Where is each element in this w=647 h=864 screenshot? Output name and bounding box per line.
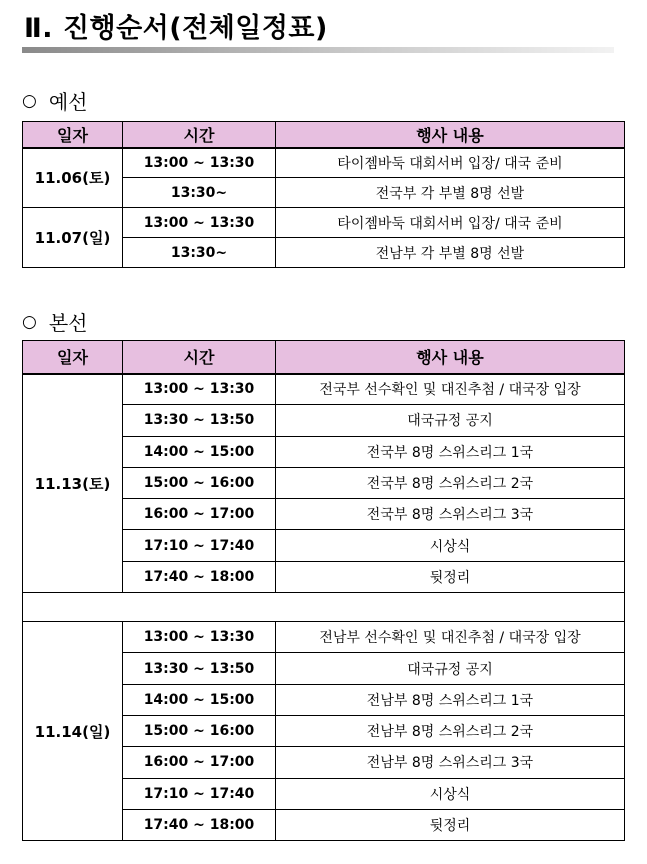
event-cell: 전국부 선수확인 및 대진추첨 / 대국장 입장	[276, 374, 625, 405]
table-header-row	[23, 122, 625, 148]
time-cell: 16:00 ~ 17:00	[123, 747, 276, 778]
date-cell: 11.14(일)	[23, 622, 123, 841]
time-cell: 13:30 ~ 13:50	[123, 653, 276, 684]
title-underline	[22, 47, 614, 53]
time-cell: 13:30~	[123, 178, 276, 208]
time-cell: 17:40 ~ 18:00	[123, 561, 276, 592]
header-date: 일자	[23, 122, 123, 148]
time-cell: 16:00 ~ 17:00	[123, 499, 276, 530]
date-cell: 11.13(토)	[23, 374, 123, 593]
time-cell: 17:10 ~ 17:40	[123, 530, 276, 561]
table-row	[23, 622, 625, 653]
circle-bullet-icon: ○	[22, 90, 37, 111]
header-date: 일자	[23, 341, 123, 374]
table-row	[23, 208, 625, 238]
event-cell: 타이젬바둑 대회서버 입장/ 대국 준비	[276, 148, 625, 178]
header-time: 시간	[123, 341, 276, 374]
prelim-schedule-table	[22, 121, 625, 268]
time-cell: 13:00 ~ 13:30	[123, 374, 276, 405]
time-cell: 15:00 ~ 16:00	[123, 467, 276, 498]
prelim-heading-label: 예선	[48, 90, 88, 114]
event-cell: 시상식	[276, 530, 625, 561]
event-cell: 전국부 8명 스위스리그 3국	[276, 499, 625, 530]
event-cell: 전국부 8명 스위스리그 2국	[276, 467, 625, 498]
time-cell: 13:00 ~ 13:30	[123, 148, 276, 178]
date-cell: 11.07(일)	[23, 208, 123, 268]
finals-heading-label: 본선	[48, 311, 88, 335]
event-cell: 뒷정리	[276, 561, 625, 592]
date-cell: 11.06(토)	[23, 148, 123, 208]
time-cell: 13:00 ~ 13:30	[123, 622, 276, 653]
table-spacer-row	[23, 593, 625, 622]
event-cell: 뒷정리	[276, 809, 625, 840]
time-cell: 15:00 ~ 16:00	[123, 715, 276, 746]
time-cell: 14:00 ~ 15:00	[123, 436, 276, 467]
prelim-heading	[22, 86, 87, 115]
blank-cell	[23, 593, 625, 622]
event-cell: 전남부 8명 스위스리그 1국	[276, 684, 625, 715]
circle-bullet-icon: ○	[22, 311, 37, 332]
event-cell: 대국규정 공지	[276, 405, 625, 436]
time-cell: 17:10 ~ 17:40	[123, 778, 276, 809]
header-time: 시간	[123, 122, 276, 148]
finals-schedule-table	[22, 340, 625, 841]
event-cell: 시상식	[276, 778, 625, 809]
event-cell: 전남부 선수확인 및 대진추첨 / 대국장 입장	[276, 622, 625, 653]
event-cell: 전국부 8명 스위스리그 1국	[276, 436, 625, 467]
event-cell: 대국규정 공지	[276, 653, 625, 684]
time-cell: 13:00 ~ 13:30	[123, 208, 276, 238]
event-cell: 전남부 8명 스위스리그 2국	[276, 715, 625, 746]
time-cell: 14:00 ~ 15:00	[123, 684, 276, 715]
event-cell: 전남부 각 부별 8명 선발	[276, 238, 625, 268]
page-title: Ⅱ. 진행순서(전체일정표)	[24, 13, 328, 44]
event-cell: 타이젬바둑 대회서버 입장/ 대국 준비	[276, 208, 625, 238]
time-cell: 13:30 ~ 13:50	[123, 405, 276, 436]
table-row	[23, 148, 625, 178]
header-event: 행사 내용	[276, 122, 625, 148]
time-cell: 17:40 ~ 18:00	[123, 809, 276, 840]
event-cell: 전국부 각 부별 8명 선발	[276, 178, 625, 208]
header-event: 행사 내용	[276, 341, 625, 374]
event-cell: 전남부 8명 스위스리그 3국	[276, 747, 625, 778]
finals-heading	[22, 307, 87, 336]
table-row	[23, 374, 625, 405]
table-header-row	[23, 341, 625, 374]
time-cell: 13:30~	[123, 238, 276, 268]
